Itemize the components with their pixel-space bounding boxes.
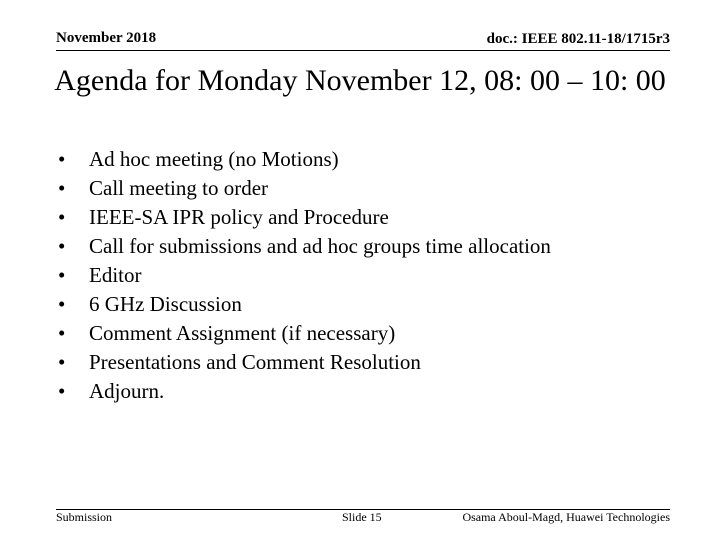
bullet-icon: •: [58, 147, 66, 171]
agenda-item-label: Editor: [89, 263, 142, 287]
agenda-item: [56, 145, 551, 174]
agenda-item-label: Call meeting to order: [89, 176, 269, 200]
agenda-item-label: IEEE-SA IPR policy and Procedure: [89, 205, 389, 229]
agenda-item-label: Ad hoc meeting (no Motions): [89, 147, 339, 171]
agenda-item-label: Adjourn.: [89, 379, 165, 403]
header-doc-id: doc.: IEEE 802.11-18/1715r3: [486, 31, 670, 47]
agenda-list: [56, 145, 551, 406]
bullet-icon: •: [58, 350, 66, 374]
bullet-icon: •: [58, 176, 66, 200]
agenda-item: [56, 348, 551, 377]
agenda-item-label: Presentations and Comment Resolution: [89, 350, 421, 374]
agenda-item: [56, 261, 551, 290]
agenda-item: [56, 290, 551, 319]
footer-slide-number: Slide 15: [342, 510, 382, 524]
agenda-item-label: Call for submissions and ad hoc groups time allocation: [89, 234, 551, 258]
bullet-icon: •: [58, 321, 66, 345]
agenda-item: [56, 377, 551, 406]
bullet-icon: •: [58, 379, 66, 403]
agenda-item-label: Comment Assignment (if necessary): [89, 321, 396, 345]
agenda-item: [56, 319, 551, 348]
agenda-item: [56, 203, 551, 232]
footer-author: Osama Aboul-Magd, Huawei Technologies: [462, 510, 670, 524]
agenda-item: [56, 232, 551, 261]
header-divider: [56, 50, 670, 51]
bullet-icon: •: [58, 234, 66, 258]
footer-submission: Submission: [56, 510, 113, 524]
bullet-icon: •: [58, 292, 66, 316]
agenda-item-label: 6 GHz Discussion: [89, 292, 242, 316]
bullet-icon: •: [58, 205, 66, 229]
bullet-icon: •: [58, 263, 66, 287]
header-date: November 2018: [56, 30, 157, 46]
slide-title: Agenda for Monday November 12, 08: 00 – 10: 00: [54, 64, 666, 97]
agenda-item: [56, 174, 551, 203]
